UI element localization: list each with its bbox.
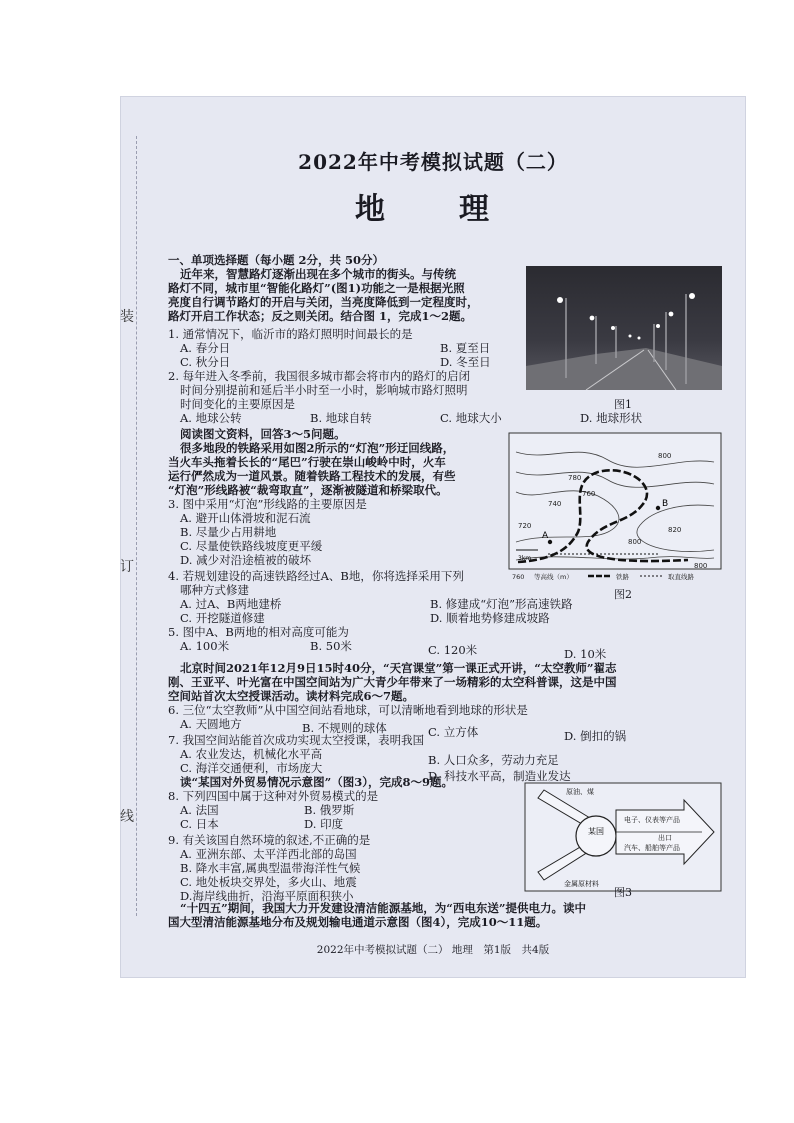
q2-option-c: C. 地球大小: [440, 411, 502, 425]
contour-label: 760: [582, 490, 596, 498]
q6-option-c: C. 立方体: [428, 725, 479, 739]
legend-straight: 取直线路: [668, 573, 694, 581]
intro-line: 很多地段的铁路采用如图2所示的“灯泡”形迂回线路，: [180, 441, 455, 455]
question-4-cont: 哪种方式修建: [180, 583, 249, 597]
q6-option-a: A. 天圆地方: [180, 717, 242, 731]
q5-option-a: A. 100米: [180, 639, 230, 653]
q8-option-c: C. 日本: [180, 817, 219, 831]
contour-label: 780: [568, 474, 582, 482]
fig3-export-label: 出口: [658, 834, 672, 842]
q8-option-b: B. 俄罗斯: [304, 803, 355, 817]
q7-option-b: B. 人口众多，劳动力充足: [428, 753, 559, 767]
subject-title: 地 理: [355, 192, 511, 227]
intro-line: 近年来，智慧路灯逐渐出现在多个城市的街头。与传统: [180, 267, 456, 281]
q1-option-b: B. 夏至日: [440, 341, 491, 355]
q8-option-a: A. 法国: [180, 803, 219, 817]
contour-label: 800: [658, 452, 672, 460]
q4-option-a: A. 过A、B两地建桥: [180, 597, 282, 611]
question-8: 8. 下列四国中属于这种对外贸易模式的是: [168, 789, 379, 803]
q9-option-b: B. 降水丰富,属典型温带海洋性气候: [180, 861, 361, 875]
intro-line: 北京时间2021年12月9日15时40分，“天宫课堂”第一课正式开讲，“太空教师”翟志: [180, 661, 617, 675]
contour-label: 800: [694, 562, 708, 570]
binding-char: 线: [120, 809, 134, 825]
q8-option-d: D. 印度: [304, 817, 344, 831]
figure1-streetlight-photo: [526, 266, 722, 390]
fig3-import-top: 原油、煤: [566, 788, 594, 796]
q9-option-a: A. 亚洲东部、太平洋西北部的岛国: [180, 847, 357, 861]
question-5: 5. 图中A、B两地的相对高度可能为: [168, 625, 349, 639]
q5-option-d: D. 10米: [564, 647, 607, 661]
question-2: 2. 每年进入冬季前，我国很多城市都会将市内的路灯的启闭: [168, 369, 471, 383]
reading-instruction: 阅读图文资料，回答3～5问题。: [180, 427, 346, 441]
contour-label: 740: [548, 500, 562, 508]
intro-line: 刚、王亚平、叶光富在中国空间站为广大青少年带来了一场精彩的太空科普课，这是中国: [168, 675, 617, 689]
q3-option-d: D. 减少对沿途植被的破坏: [180, 553, 312, 567]
q2-option-d: D. 地球形状: [580, 411, 643, 425]
intro-line: 亮度自行调节路灯的开启与关闭，当亮度降低到一定程度时，: [168, 295, 479, 309]
q9-option-d: D.海岸线曲折，沿海平原面积狭小: [180, 889, 354, 903]
q4-option-b: B. 修建成“灯泡”形高速铁路: [430, 597, 573, 611]
fig2-point-a: A: [542, 531, 549, 541]
question-4: 4. 若规划建设的高速铁路经过A、B地，你将选择采用下列: [168, 569, 464, 583]
q5-option-b: B. 50米: [310, 639, 352, 653]
exam-sheet: [120, 96, 746, 978]
intro-line: 国大型清洁能源基地分布及规划输电通道示意图（图4），完成10～11题。: [168, 915, 548, 929]
q1-option-c: C. 秋分日: [180, 355, 231, 369]
fig3-country: 某国: [588, 827, 604, 836]
reading-instruction: 读“某国对外贸易情况示意图”（图3），完成8～9题。: [180, 775, 453, 789]
figure2-contour-map: [508, 432, 722, 582]
question-1: 1. 通常情况下，临沂市的路灯照明时间最长的是: [168, 327, 413, 341]
q7-option-d: D. 科技水平高，制造业发达: [428, 769, 571, 783]
q5-option-c: C. 120米: [428, 643, 478, 657]
exam-title: 2022年中考模拟试题（二）: [298, 150, 568, 174]
fig2-point-b: B: [662, 499, 669, 509]
intro-line: “十四五”期间，我国大力开发建设清洁能源基地，为“西电东送”提供电力。读中: [180, 901, 586, 915]
figure1-caption: 图1: [614, 398, 632, 411]
intro-line: 运行俨然成为一道风景。随着铁路工程技术的发展，有些: [168, 469, 456, 483]
binding-line: [122, 136, 137, 916]
q3-option-b: B. 尽量少占用耕地: [180, 525, 277, 539]
figure2-caption: 图2: [614, 588, 632, 601]
contour-label: 720: [518, 522, 532, 530]
question-3: 3. 图中采用“灯泡”形线路的主要原因是: [168, 497, 367, 511]
q7-option-c: C. 海洋交通便利，市场庞大: [180, 761, 323, 775]
intro-line: 路灯开启工作状态；反之则关闭。结合图 1，完成1～2题。: [168, 309, 473, 323]
figure3-trade-diagram: [524, 782, 722, 892]
q4-option-c: C. 开挖隧道修建: [180, 611, 265, 625]
intro-line: 空间站首次太空授课活动。读材料完成6～7题。: [168, 689, 415, 703]
q1-option-a: A. 春分日: [180, 341, 231, 355]
question-6: 6. 三位“太空教师”从中国空间站看地球，可以清晰地看到地球的形状是: [168, 703, 528, 717]
q3-option-a: A. 避开山体滑坡和泥石流: [180, 511, 311, 525]
intro-line: 路灯不同，城市里“智能化路灯”(图1)功能之一是根据光照: [168, 281, 465, 295]
q3-option-c: C. 尽量使铁路线坡度更平缓: [180, 539, 323, 553]
binding-char: 装: [120, 309, 134, 325]
question-7: 7. 我国空间站能首次成功实现太空授课，表明我国: [168, 733, 425, 747]
contour-label: 800: [628, 538, 642, 546]
legend-railway: 铁路: [616, 573, 629, 581]
question-2-cont: 时间分别提前和延后半小时至一小时，影响城市路灯照明: [180, 383, 468, 397]
legend-value: 760: [512, 573, 525, 581]
section-heading: 一、单项选择题（每小题 2分，共 50分）: [168, 253, 385, 267]
intro-line: “灯泡”形线路被“裁弯取直”，逐渐被隧道和桥梁取代。: [168, 483, 448, 497]
q7-option-a: A. 农业发达，机械化水平高: [180, 747, 323, 761]
legend-contour: 等高线（m）: [534, 573, 573, 581]
figure3-caption: 图3: [614, 886, 632, 899]
q2-option-a: A. 地球公转: [180, 411, 242, 425]
fig3-import-bottom: 金属原材料: [564, 880, 599, 888]
q1-option-d: D. 冬至日: [440, 355, 491, 369]
fig3-export-top: 电子、仪表等产品: [624, 816, 680, 824]
page-footer: 2022年中考模拟试题（二） 地理 第1版 共4版: [316, 944, 550, 956]
question-9: 9. 有关该国自然环境的叙述,不正确的是: [168, 833, 371, 847]
contour-label: 820: [668, 526, 682, 534]
fig2-scale: 3km: [518, 555, 532, 562]
q9-option-c: C. 地处板块交界处，多火山、地震: [180, 875, 357, 889]
q6-option-b: B. 不规则的球体: [302, 721, 387, 735]
q4-option-d: D. 顺着地势修建成坡路: [430, 611, 550, 625]
intro-line: 当火车头拖着长长的“尾巴”行驶在崇山峻岭中时，火车: [168, 455, 446, 469]
q2-option-b: B. 地球自转: [310, 411, 372, 425]
binding-char: 订: [120, 559, 134, 575]
q6-option-d: D. 倒扣的锅: [564, 729, 627, 743]
fig3-export-bottom: 汽车、船舶等产品: [624, 844, 680, 852]
question-2-cont: 时间变化的主要原因是: [180, 397, 295, 411]
